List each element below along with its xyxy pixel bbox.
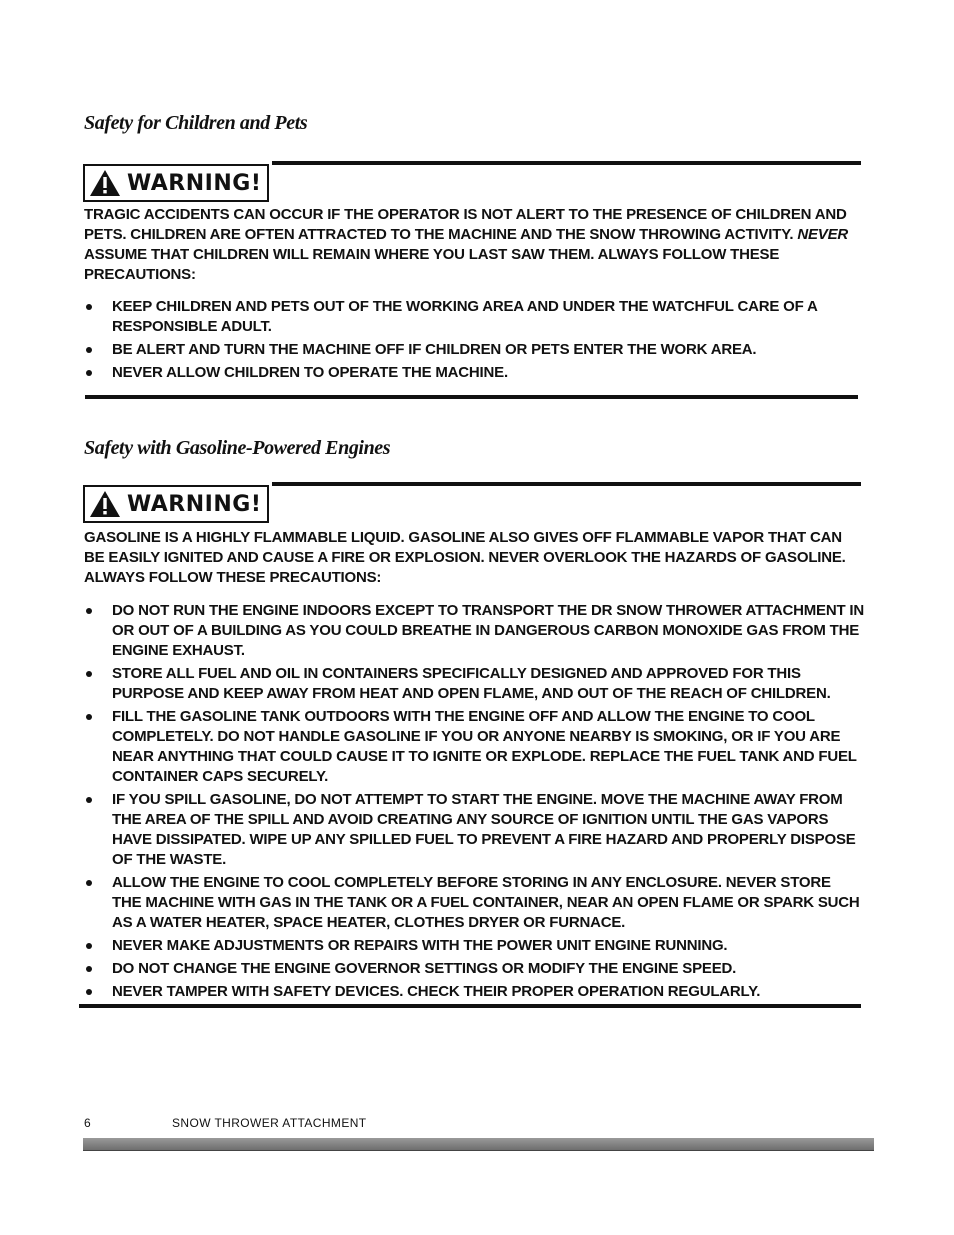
warning-label-box	[83, 485, 269, 523]
bullet-icon	[86, 966, 92, 972]
list-item	[84, 873, 864, 933]
list-item	[84, 707, 864, 787]
bullet-icon	[86, 797, 92, 803]
bullet-icon	[86, 943, 92, 949]
children-precautions-list	[84, 297, 864, 386]
warning-bottom-rule	[85, 395, 858, 399]
warning-top-rule	[272, 161, 861, 165]
intro-text-part2: ASSUME THAT CHILDREN WILL REMAIN WHERE YOU LAST SAW THEM. ALWAYS FOLLOW THESE PRECAUTIONS:	[84, 246, 780, 283]
list-item	[84, 982, 864, 1002]
list-item	[84, 664, 864, 704]
warning-top-rule	[272, 482, 861, 486]
list-item	[84, 363, 864, 383]
bullet-icon	[86, 370, 92, 376]
list-item-text: STORE ALL FUEL AND OIL IN CONTAINERS SPECIFICALLY DESIGNED AND APPROVED FOR THIS PURPOSE AND KEEP AWAY FROM HEAT AND OPEN FLAME, AND OUT OF THE REACH OF CHILDREN.	[112, 665, 831, 702]
page-number: 6	[84, 1116, 91, 1130]
bullet-icon	[86, 608, 92, 614]
warning-label: WARNING!	[127, 491, 262, 517]
footer-bar	[83, 1138, 874, 1151]
warning-label: WARNING!	[127, 170, 262, 196]
list-item-text: FILL THE GASOLINE TANK OUTDOORS WITH THE ENGINE OFF AND ALLOW THE ENGINE TO COOL COMPLETELY. DO NOT HANDLE GASOLINE IF YOU OR ANYONE NEARBY IS SMOKING, OR IF YOU ARE NEAR ANYTHING THAT COULD CAUSE IT TO IGNITE OR EXPLODE. REPLACE THE FUEL TANK AND FUEL CONTAINER CAPS SECURELY.	[112, 708, 857, 785]
list-item-text: DO NOT CHANGE THE ENGINE GOVERNOR SETTINGS OR MODIFY THE ENGINE SPEED.	[112, 960, 737, 977]
warning-label-box	[83, 164, 269, 202]
list-item-text: KEEP CHILDREN AND PETS OUT OF THE WORKING AREA AND UNDER THE WATCHFUL CARE OF A RESPONSIBLE ADULT.	[112, 298, 818, 335]
list-item-text: DO NOT RUN THE ENGINE INDOORS EXCEPT TO TRANSPORT THE DR SNOW THROWER ATTACHMENT IN OR OUT OF A BUILDING AS YOU COULD BREATHE IN DANGEROUS CARBON MONOXIDE GAS FROM THE ENGINE EXHAUST.	[112, 602, 865, 659]
list-item-text: NEVER TAMPER WITH SAFETY DEVICES. CHECK THEIR PROPER OPERATION REGULARLY.	[112, 983, 761, 1000]
list-item-text: ALLOW THE ENGINE TO COOL COMPLETELY BEFORE STORING IN ANY ENCLOSURE. NEVER STORE THE MACHINE WITH GAS IN THE TANK OR A FUEL CONTAINER, NEAR AN OPEN FLAME OR SPARK SUCH AS A WATER HEATER, SPACE HEATER, CLOTHES DRYER OR FURNACE.	[112, 874, 860, 931]
list-item-text: NEVER ALLOW CHILDREN TO OPERATE THE MACHINE.	[112, 364, 508, 381]
list-item	[84, 340, 864, 360]
bullet-icon	[86, 714, 92, 720]
list-item	[84, 297, 864, 337]
list-item	[84, 601, 864, 661]
list-item-text: NEVER MAKE ADJUSTMENTS OR REPAIRS WITH THE POWER UNIT ENGINE RUNNING.	[112, 937, 728, 954]
warning-triangle-icon	[89, 490, 121, 518]
intro-text-part1: TRAGIC ACCIDENTS CAN OCCUR IF THE OPERATOR IS NOT ALERT TO THE PRESENCE OF CHILDREN AND PETS. CHILDREN ARE OFTEN ATTRACTED TO THE MACHINE AND THE SNOW THROWING ACTIVITY.	[84, 206, 847, 243]
list-item	[84, 959, 864, 979]
intro-emphasis: NEVER	[797, 226, 849, 243]
section-title-gasoline: Safety with Gasoline-Powered Engines	[84, 437, 391, 459]
list-item-text: BE ALERT AND TURN THE MACHINE OFF IF CHILDREN OR PETS ENTER THE WORK AREA.	[112, 341, 757, 358]
list-item-text: IF YOU SPILL GASOLINE, DO NOT ATTEMPT TO START THE ENGINE. MOVE THE MACHINE AWAY FROM THE AREA OF THE SPILL AND AVOID CREATING ANY SOURCE OF IGNITION UNTIL THE GAS VAPORS HAVE DISSIPATED. WIPE UP ANY SPILLED FUEL TO PREVENT A FIRE HAZARD AND PROPERLY DISPOSE OF THE WASTE.	[112, 791, 856, 868]
gasoline-precautions-list	[84, 601, 864, 1005]
list-item	[84, 936, 864, 956]
bullet-icon	[86, 989, 92, 995]
bullet-icon	[86, 671, 92, 677]
section-title-children-pets: Safety for Children and Pets	[84, 112, 308, 134]
warning-triangle-icon	[89, 169, 121, 197]
bullet-icon	[86, 304, 92, 310]
bullet-icon	[86, 347, 92, 353]
gasoline-warning-intro: GASOLINE IS A HIGHLY FLAMMABLE LIQUID. GASOLINE ALSO GIVES OFF FLAMMABLE VAPOR THAT CAN BE EASILY IGNITED AND CAUSE A FIRE OR EXPLOSION. NEVER OVERLOOK THE HAZARDS OF GASOLINE. ALWAYS FOLLOW THESE PRECAUTIONS:	[84, 529, 846, 586]
warning-bottom-rule	[79, 1004, 861, 1008]
bullet-icon	[86, 880, 92, 886]
footer-title: SNOW THROWER ATTACHMENT	[172, 1116, 367, 1130]
children-warning-intro	[84, 205, 864, 285]
list-item	[84, 790, 864, 870]
